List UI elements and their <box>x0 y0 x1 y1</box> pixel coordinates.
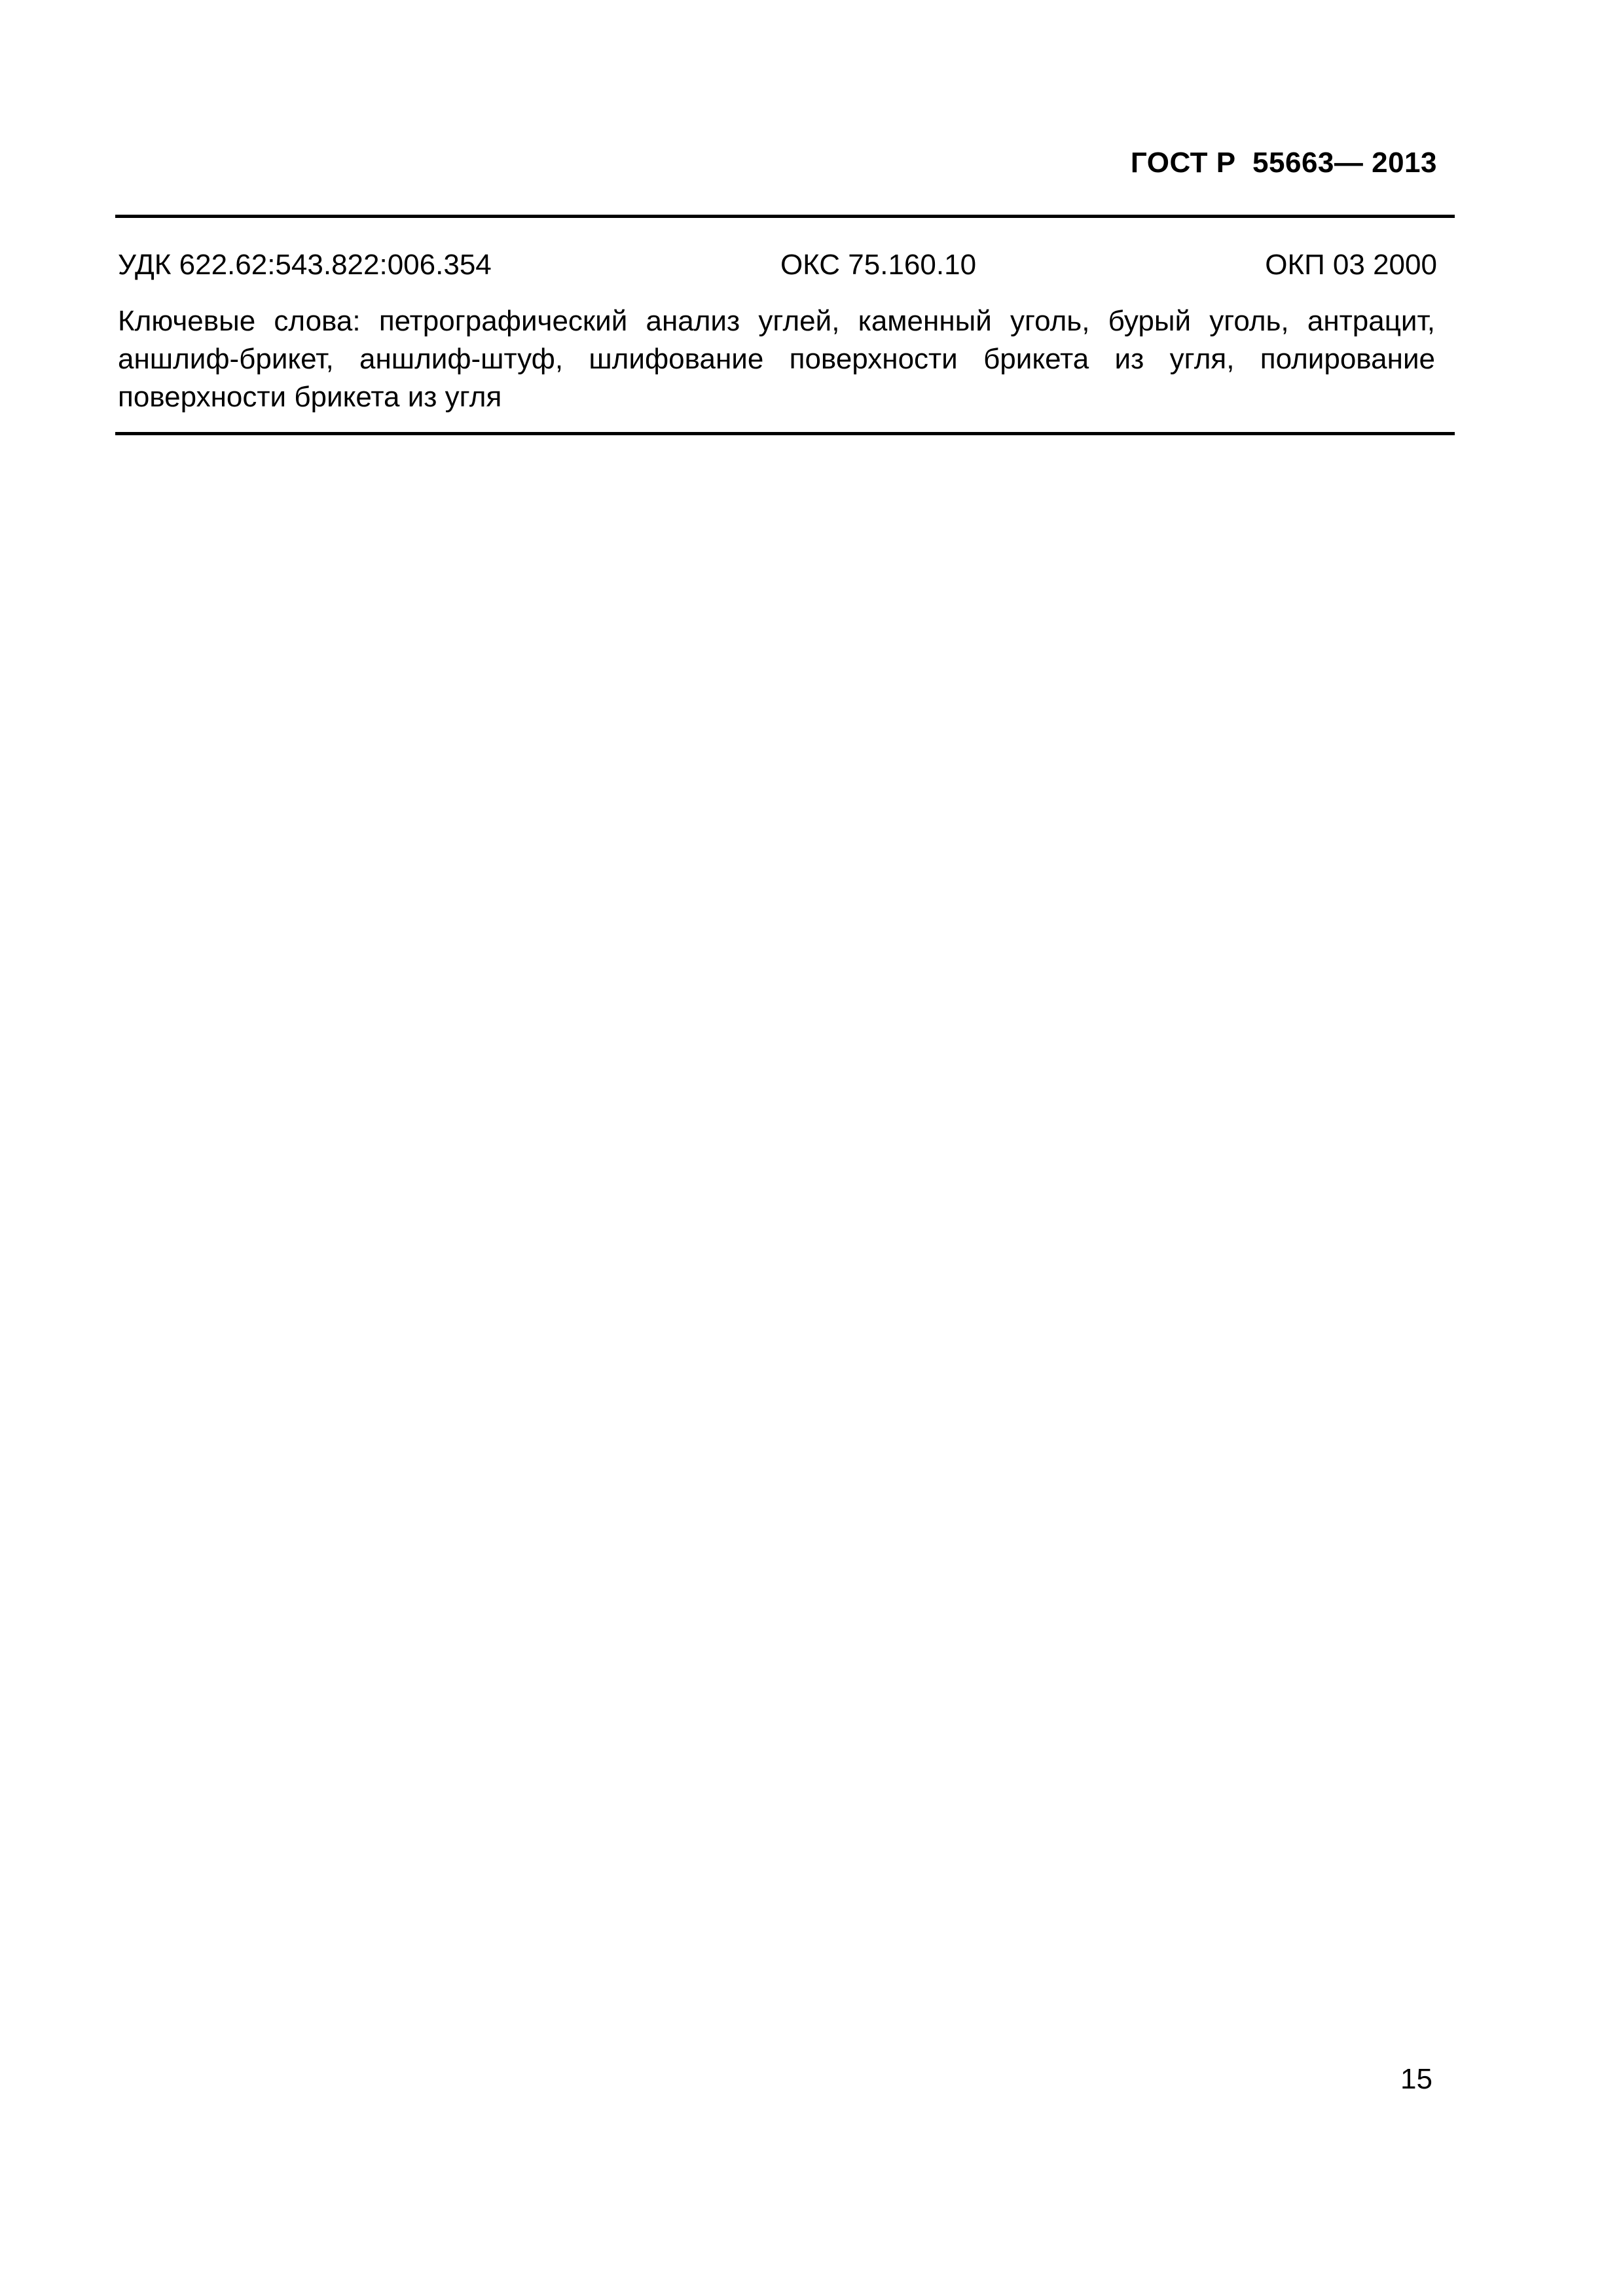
okp-code: ОКП 03 2000 <box>1265 249 1437 281</box>
page-number: 15 <box>1400 2063 1432 2095</box>
bottom-horizontal-rule <box>115 432 1455 435</box>
top-horizontal-rule <box>115 215 1455 218</box>
udk-code: УДК 622.62:543.822:006.354 <box>118 249 492 281</box>
classification-codes-row <box>118 249 1437 281</box>
standard-reference-header: ГОСТ Р 55663— 2013 <box>1130 147 1437 179</box>
keywords-paragraph: Ключевые слова: петрографический анализ углей, каменный уголь, бурый уголь, антрацит, аншлиф-брикет, аншлиф-штуф, шлифование поверхности брикета из угля, полирование поверхности брикета из угля <box>118 305 1435 413</box>
oks-code: ОКС 75.160.10 <box>780 249 977 281</box>
